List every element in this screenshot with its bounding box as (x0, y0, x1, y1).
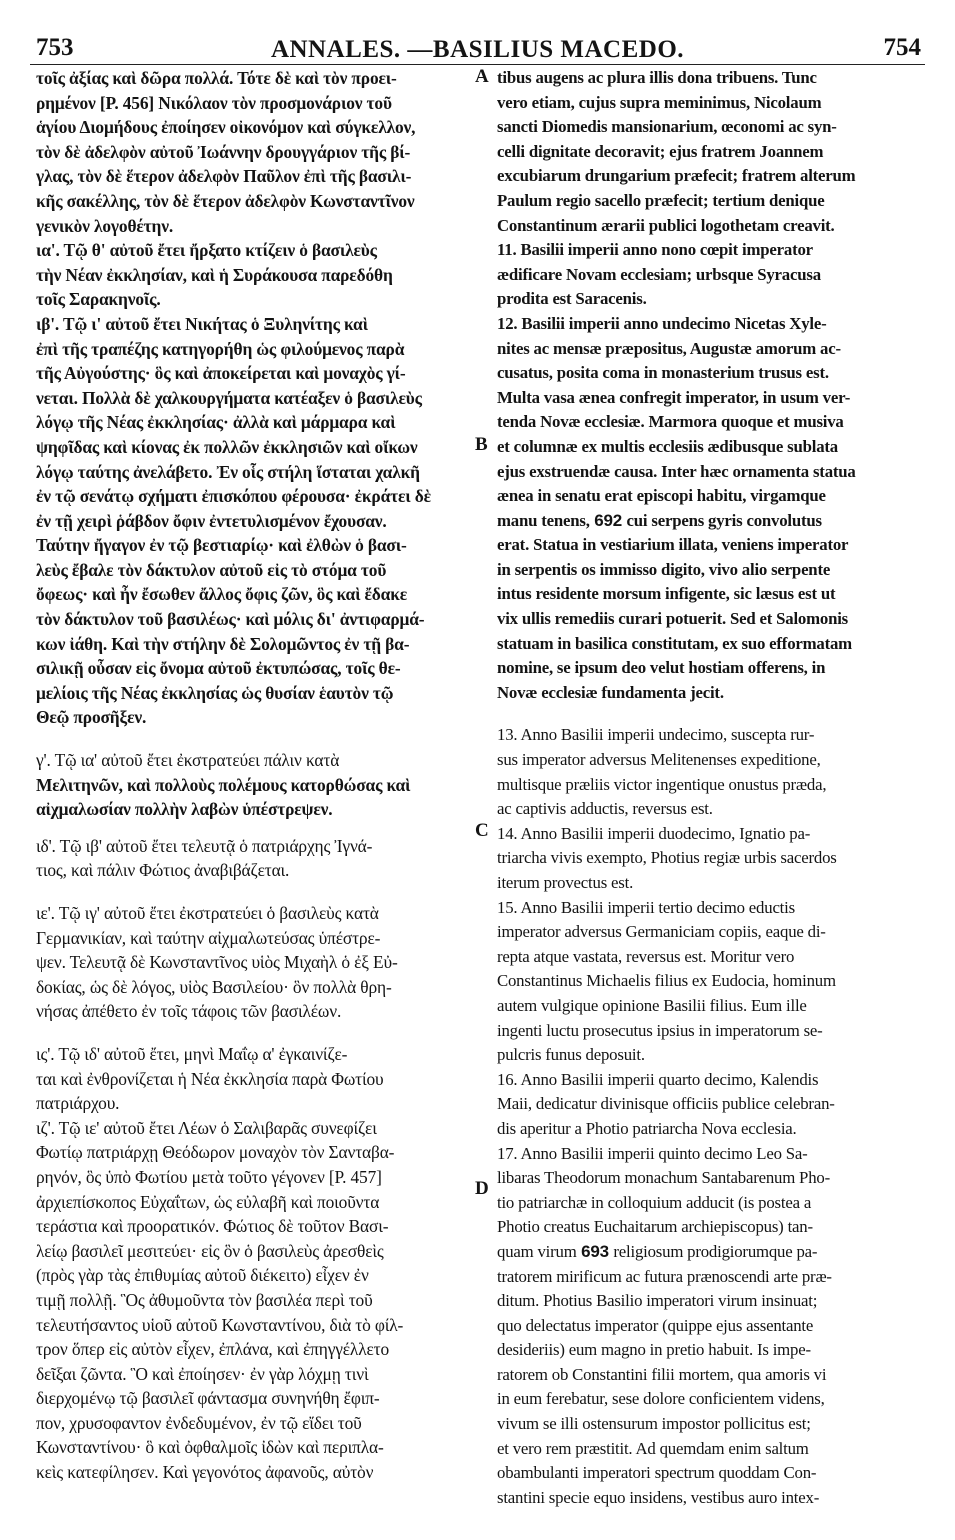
text-line: ædificare Novam ecclesiam; urbsque Syracusa (497, 264, 821, 284)
text-line: et columnæ ex multis ecclesiis ædibusque sublata (497, 436, 838, 456)
text-line (497, 1240, 917, 1265)
text-line: statuam in basilica constitutam, ex suo efformatam (497, 633, 852, 653)
text-line: πατριάρχου. (36, 1093, 120, 1114)
text-line: λείῳ βασιλεῖ μεσιτεύει· εἰς ὃν ὁ βασιλεὺς ἀρεσθεὶς (36, 1240, 384, 1261)
text-line: pulcris funus deposuit. (497, 1045, 645, 1065)
text-line: γλας, τὸν δὲ ἕτερον ἀδελφὸν Παῦλον ἐπὶ τῆς βασιλι- (36, 166, 412, 187)
text-line: διερχομένῳ τῷ βασιλεῖ φάντασμα συνηνήθη ἔφιπ- (36, 1388, 380, 1409)
text-line: κων ἰάθη. Καὶ τὴν στήλην δὲ Σολομῶντος ἐν τῇ βα- (36, 633, 410, 654)
margin-letter-c: C (475, 820, 489, 841)
text-line: ρημένον [P. 456] Νικόλαον τὸν προσμονάριον τοῦ (36, 92, 392, 113)
running-title: ANNALES. —BASILIUS MACEDO. (270, 36, 685, 63)
text-line: sus imperator adversus Melitenenses expeditione, (497, 750, 821, 770)
text-line: Novæ ecclesiæ fundamenta jecit. (497, 682, 724, 702)
text-line: αἰχμαλωσίαν πολλὴν λαβὼν ὑπέστρεψεν. (36, 799, 333, 820)
text-line: nites ac mensæ præpositus, Augustæ amorum ac- (497, 338, 841, 358)
text-line: μελίοις τῆς Νέας ἐκκλησίας ὡς θυσίαν ἑαυτὸν τῷ (36, 682, 394, 703)
page-header (30, 34, 925, 65)
column-number: 692 (589, 510, 627, 530)
text-line: ται καὶ ἐνθρονίζεται ἡ Νέα ἐκκλησία παρὰ Φωτίου (36, 1068, 384, 1089)
text-line: 12. Basilii imperii anno undecimo Nicetas Xyle- (497, 313, 827, 333)
text-line: ρηνόν, ὃς ὑπὸ Φωτίου μετὰ τοῦτο γέγονεν [P. 457] (36, 1166, 382, 1187)
text-line: ἐπὶ τῆς τραπέζης κατηγορήθη ὡς φιλούμενος παρὰ (36, 338, 405, 359)
text-line: δεῖξαι ζῶντα. Ὃ καὶ ἐποίησεν· ἐν γὰρ λόχμῃ τινὶ (36, 1363, 369, 1384)
text-line: ιζ'. Τῷ ιε' αὐτοῦ ἔτει Λέων ὁ Σαλιβαρᾶς συνεφίζει (36, 1117, 377, 1138)
text-line: ditum. Photius Basilio imperatori virum insinuat; (497, 1291, 818, 1311)
latin-text-column (497, 66, 917, 1510)
text-line (497, 509, 917, 534)
text-line: τιος, καὶ πάλιν Φώτιος ἀναβιβάζεται. (36, 860, 290, 881)
text-line: ἁγίου Διομήδους ἐποίησεν οἰκονόμον καὶ σύγκελλον, (36, 117, 416, 138)
text-line: ænea in senatu erat episcopi habitu, virgamque (497, 486, 826, 506)
text-line: nomine, se ipsum deo velut hostiam offerens, in (497, 658, 826, 678)
text-line: in serpentis os immisso digito, vivo alio serpente (497, 559, 831, 579)
text-line: τελευτήσαντος υἱοῦ αὐτοῦ Κωνσταντίνου, διὰ τὸ φίλ- (36, 1314, 404, 1335)
paragraph-gap (36, 730, 471, 748)
text-line: tenda Novæ ecclesiæ. Marmora quoque et musiva (497, 412, 844, 432)
text-line: Maii, dedicatur divinisque officiis publice celebran- (497, 1094, 835, 1114)
page-number-left: 753 (36, 34, 74, 61)
text-line: 11. Basilii imperii anno nono cœpit imperator (497, 240, 813, 260)
text-line: repta atque vastata, reversus est. Moritur vero (497, 946, 795, 966)
text-line: ejus exstruendæ causa. Inter hæc ornamenta statua (497, 461, 856, 481)
text-line: λόγῳ ταύτης ἀνελάβετο. Ἐν οἷς στήλη ἵσταται χαλκῆ (36, 461, 420, 482)
text-line: desideriis) eum magno in pretio habuit. Is impe- (497, 1340, 811, 1360)
text-line: Κωνσταντίνου· ὃ καὶ ὀφθαλμοῖς ἰδὼν καὶ περιπλα- (36, 1437, 384, 1458)
text-line: τὸν δὲ ἀδελφὸν αὐτοῦ Ἰωάννην δρουγγάριον τῆς βί- (36, 141, 411, 162)
greek-text-column (36, 66, 471, 1485)
text-line: Photio creatus Euchaitarum archiepiscopus) tan- (497, 1217, 813, 1237)
text-line: celli dignitate decoravit; ejus fratrem Joannem (497, 141, 824, 161)
text-line: Constantinum ærarii publici logothetam creavit. (497, 215, 835, 235)
text-line: 17. Anno Basilii imperii quinto decimo Leo Sa- (497, 1143, 808, 1163)
text-line: vivum se illi ostensurum impostor pollicitus est; (497, 1414, 811, 1434)
text-line: τοῖς Σαρακηνοῖς. (36, 289, 161, 310)
text-line: κῆς σακέλλης, τὸν δὲ ἕτερον ἀδελφὸν Κωνσταντῖνον (36, 190, 415, 211)
text-line: λόγῳ τῆς Νέας ἐκκλησίας· ἀλλὰ καὶ μάρμαρα καὶ (36, 412, 396, 433)
text-line: λεὺς ἔβαλε τὸν δάκτυλον αὐτοῦ εἰς τὸ στόμα τοῦ (36, 559, 387, 580)
text-line: quo delectatus imperator (quippe ejus assentante (497, 1315, 814, 1335)
text-line: ἐν τῷ σενάτῳ σχήματι ἐπισκόπου φέρουσα· ἐκράτει δὲ (36, 486, 431, 507)
text-line: vix ullis remediis curari potuerit. Sed et Salomonis (497, 609, 849, 629)
paragraph-gap (497, 705, 917, 723)
text-line: 16. Anno Basilii imperii quarto decimo, Kalendis (497, 1069, 819, 1089)
text-line: ἀρχιεπίσκοπος Εὐχαΐτων, ὡς εὐλαβῆ καὶ ποιοῦντα (36, 1191, 380, 1212)
text-line: ψεν. Τελευτᾷ δὲ Κωνσταντῖνος υἱὸς Μιχαὴλ ὁ ἐξ Εὐ- (36, 952, 398, 973)
text-line: ις'. Τῷ ιδ' αὐτοῦ ἔτει, μηνὶ Μαΐῳ α' ἐγκαινίζε- (36, 1043, 348, 1064)
text-line: γενικὸν λογοθέτην. (36, 215, 174, 236)
text-line: autem vulgique opinione Basilii filius. Eum ille (497, 995, 807, 1015)
text-line: ψηφῖδας καὶ κίονας ἐκ πολλῶν ἐκκλησιῶν καὶ οἴκων (36, 436, 418, 457)
text-line: τῆς Αὐγούστης· ὃς καὶ ἀποκείρεται καὶ μοναχὸς γί- (36, 363, 406, 384)
paragraph-gap (36, 1024, 471, 1042)
text-line: tratorem mirificum ac futura prænoscendi arte præ- (497, 1266, 832, 1286)
text-line: τεράστια καὶ προορατικόν. Φώτιος δὲ τοῦτον Βασι- (36, 1216, 389, 1237)
text-line: τοῖς ἀξίας καὶ δῶρα πολλά. Τότε δὲ καὶ τὸν προει- (36, 68, 397, 88)
margin-letter-a: A (475, 66, 489, 87)
text-line: multisque præliis victor ingentique onustus præda, (497, 774, 827, 794)
text-line: ιδ'. Τῷ ιβ' αὐτοῦ ἔτει τελευτᾷ ὁ πατριάρχης Ἰγνά- (36, 835, 373, 856)
text-line: dis aperitur a Photio patriarcha Nova ecclesia. (497, 1118, 797, 1138)
paragraph-gap (36, 883, 471, 901)
text-line: ια'. Τῷ θ' αὐτοῦ ἔτει ἤρξατο κτίζειν ὁ βασιλεὺς (36, 240, 377, 261)
text-line: ingenti luctu prosecutus ipsius in imperatorum se- (497, 1020, 823, 1040)
page-number-right: 754 (883, 34, 921, 61)
text-line: Φωτίῳ πατριάρχῃ Θεόδωρον μοναχὸν τὸν Σανταβα- (36, 1142, 395, 1163)
text-line: Γερμανικίαν, καὶ ταύτην αἰχμαλωτεύσας ὑπέστρε- (36, 927, 381, 948)
text-line: vero etiam, cujus supra meminimus, Nicolaum (497, 92, 822, 112)
text-line: in eum ferebatur, sese dolore conficientem videns, (497, 1389, 825, 1409)
text-line: intus residente morsum infigente, sic læsus est ut (497, 584, 836, 604)
text-line: ac captivis adductis, reversus est. (497, 799, 713, 819)
text-line: ὄφεως· καὶ ἦν ἔσωθεν ἄλλος ὄφις ζῶν, ὃς καὶ ἔδακε (36, 584, 408, 605)
text-line: obambulanti imperatori spectrum quoddam Con- (497, 1463, 817, 1483)
text-segment: religiosum prodigiorumque pa- (613, 1241, 818, 1261)
text-line: erat. Statua in vestiarium illata, veniens imperator (497, 535, 849, 555)
text-line: tio patriarchæ in colloquium adducit (is postea a (497, 1192, 812, 1212)
text-line: ratorem ob Constantini filii mortem, qua amoris vi (497, 1364, 827, 1384)
text-line: νεται. Πολλὰ δὲ χαλκουργήματα κατέαξεν ὁ βασιλεὺς (36, 387, 422, 408)
column-number: 693 (576, 1241, 614, 1261)
text-line: 13. Anno Basilii imperii undecimo, suscepta rur- (497, 725, 815, 745)
text-line: (πρὸς γὰρ τὰς ἐπιθυμίας αὐτοῦ διέκειτο) εἶχεν ἐν (36, 1265, 369, 1286)
margin-letter-d: D (475, 1178, 489, 1199)
paragraph-gap (36, 822, 471, 834)
text-line: 15. Anno Basilii imperii tertio decimo eductis (497, 897, 795, 917)
text-line: prodita est Saracenis. (497, 289, 647, 309)
text-line: γ'. Τῷ ια' αὐτοῦ ἔτει ἐκστρατεύει πάλιν κατὰ (36, 750, 340, 771)
text-line: tibus augens ac plura illis dona tribuens. Tunc (497, 68, 817, 87)
text-line: δοκίας, ὡς δὲ λόγος, υἱὸς Βασιλείου· ὃν πολλὰ θρη- (36, 976, 392, 997)
text-segment: manu tenens, (497, 510, 590, 530)
text-line: Ταύτην ἤγαγον ἐν τῷ βεστιαρίῳ· καὶ ἐλθὼν ὁ βασι- (36, 535, 407, 556)
text-line: excubiarum drungarium præfecit; fratrem alterum (497, 166, 856, 186)
text-line: et vero rem præstitit. Ad quemdam enim saltum (497, 1438, 809, 1458)
text-line: Paulum regio sacello præfecit; tertium denique (497, 190, 825, 210)
text-line: πον, χρυσοφαντον ἐνδεδυμένον, ἐν τῷ εἴδει τοῦ (36, 1412, 362, 1433)
text-line: imperator adversus Germaniciam copiis, eaque di- (497, 922, 826, 942)
margin-letter-b: B (475, 434, 488, 455)
text-line: τὸν δάκτυλον τοῦ βασιλέως· καὶ μόλις δι' ἀντιφαρμά- (36, 609, 425, 630)
text-line: ιε'. Τῷ ιγ' αὐτοῦ ἔτει ἐκστρατεύει ὁ βασιλεὺς κατὰ (36, 903, 379, 923)
text-line: libaras Theodorum monachum Santabarenum Pho- (497, 1168, 830, 1188)
text-line: τιμῇ πολλῇ. Ὃς ἀθυμοῦντα τὸν βασιλέα περὶ τοῦ (36, 1289, 373, 1310)
text-line: σιλικῇ οὖσαν εἰς ὄνομα αὐτοῦ ἐκτυπώσας, τοῖς θε- (36, 658, 401, 679)
text-line: triarcha vivis exempto, Photius regiæ urbis sacerdos (497, 848, 837, 868)
text-segment: quam virum (497, 1241, 577, 1261)
text-line: ἐν τῇ χειρὶ ῥάβδον ὄφιν ἐντετυλισμένον ἔχουσαν. (36, 510, 387, 531)
text-line: τρον ὅπερ εἰς αὐτὸν εἶχεν, ἐπλάνα, καὶ ἐπηγγέλλετο (36, 1339, 390, 1360)
text-line: κεὶς κατεφίλησεν. Καὶ γεγονότος ἀφανοῦς, αὐτὸν (36, 1462, 374, 1483)
text-line: ιβ'. Τῷ ι' αὐτοῦ ἔτει Νικήτας ὁ Ξυληνίτης καὶ (36, 313, 368, 334)
text-line: sancti Diomedis mansionarium, œconomi ac syn- (497, 117, 837, 137)
text-segment: cui serpens gyris convolutus (626, 510, 822, 530)
text-line: νήσας ἀπέθετο ἐν τοῖς τάφοις τῶν βασιλέων. (36, 1001, 342, 1022)
text-line: τὴν Νέαν ἐκκλησίαν, καὶ ἡ Συράκουσα παρεδόθη (36, 264, 393, 285)
text-line: Multa vasa ænea confregit imperator, in usum ver- (497, 387, 851, 407)
text-line: Constantinus Michaelis filius ex Eudocia, hominum (497, 971, 836, 991)
text-line: Θεῷ προσῆξεν. (36, 707, 147, 728)
text-line: cusatus, posita coma in monasterium trusus est. (497, 363, 829, 383)
text-line: iterum provectus est. (497, 873, 634, 892)
text-line: 14. Anno Basilii imperii duodecimo, Ignatio pa- (497, 823, 811, 843)
text-line: stantini specie equo insidens, vestibus auro intex- (497, 1487, 820, 1507)
text-line: Μελιτηνῶν, καὶ πολλοὺς πολέμους κατορθώσας καὶ (36, 774, 411, 795)
